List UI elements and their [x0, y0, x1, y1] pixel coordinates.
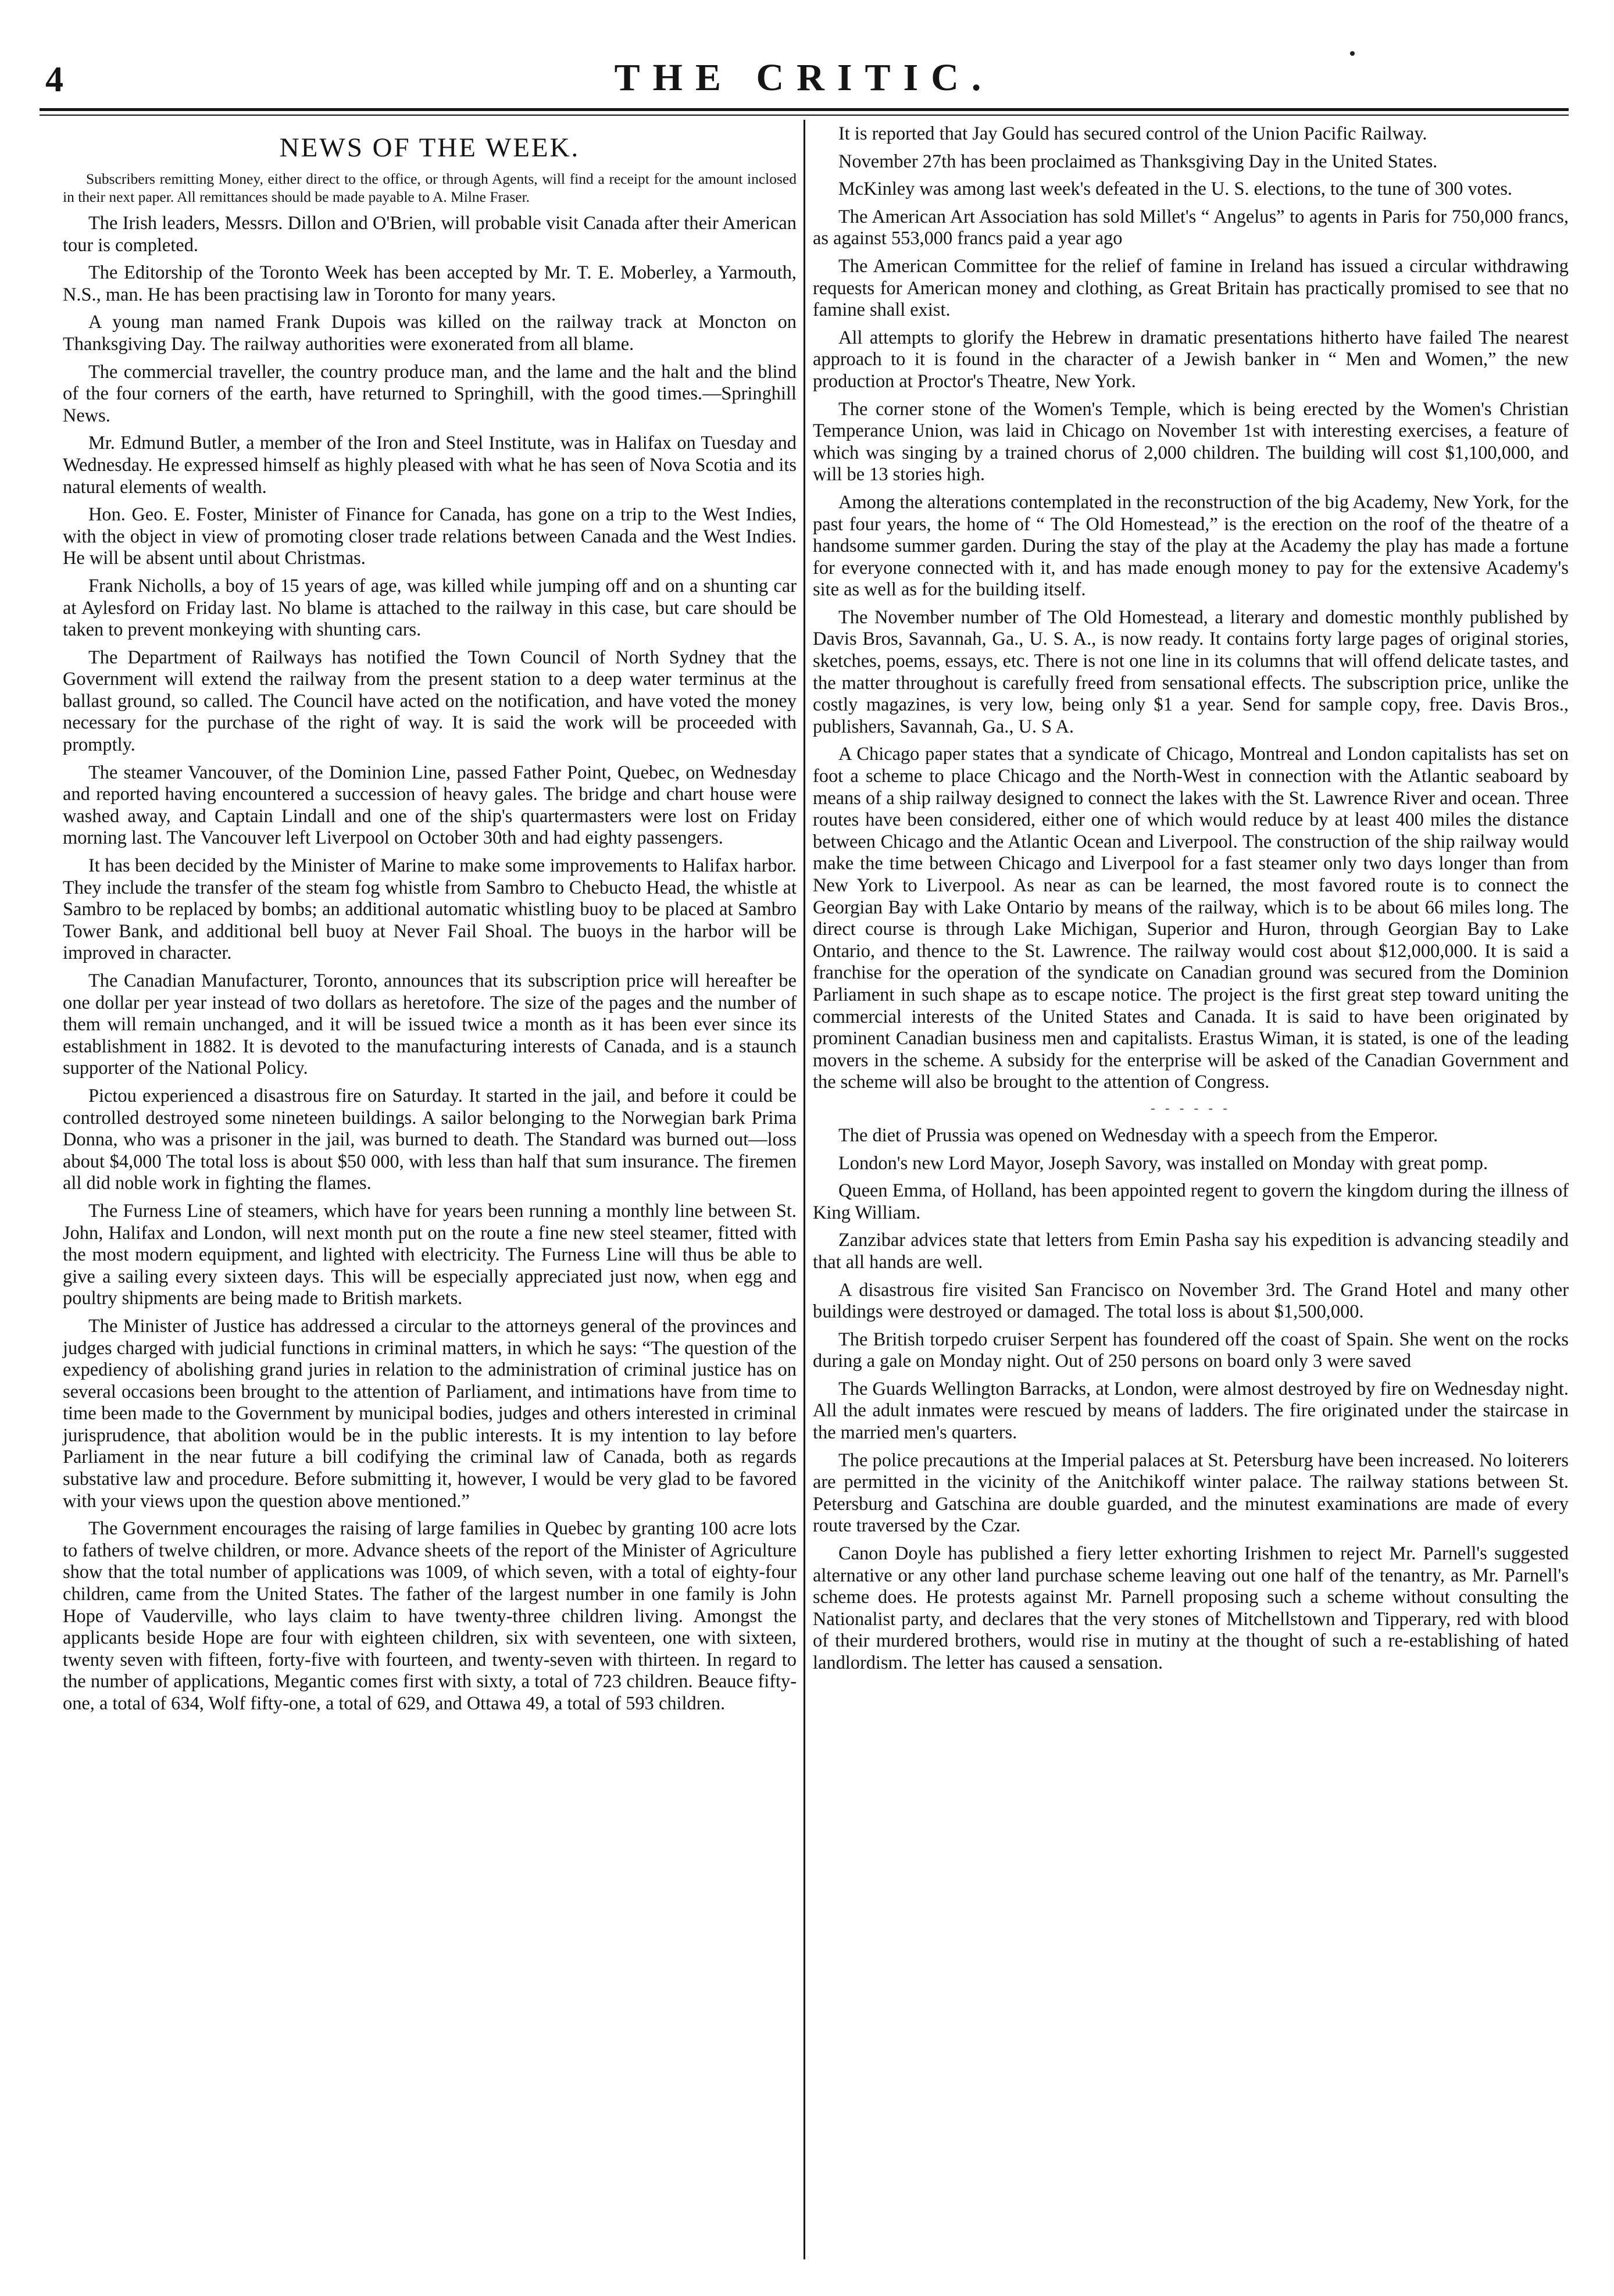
subscriber-notice: Subscribers remitting Money, either direct to the office, or through Agents, will find a receipt for the amount inclosed in their next paper. All remittances should be made payable to A. Milne Fraser. [63, 170, 797, 205]
news-item: Hon. Geo. E. Foster, Minister of Finance for Canada, has gone on a trip to the West Indies, with the object in view of promoting closer trade relations between Canada and the West Indies. He will be absent until about Christmas. [63, 504, 797, 569]
news-item: The Canadian Manufacturer, Toronto, announces that its subscription price will hereafter be one dollar per year instead of two dollars as heretofore. The size of the pages and the number of them will remain unchanged, and it will be issued twice a month as it has been ever since its establishment in 1882. It is devoted to the manufacturing interests of Canada, and is a staunch supporter of the National Policy. [63, 970, 797, 1079]
news-item: The commercial traveller, the country produce man, and the lame and the halt and the blind of the four corners of the earth, have returned to Springhill, with the good times.—Springhill News. [63, 361, 797, 426]
news-item: London's new Lord Mayor, Joseph Savory, was installed on Monday with great pomp. [838, 1152, 1488, 1174]
news-item: Queen Emma, of Holland, has been appointed regent to govern the kingdom during the illness of King William. [813, 1180, 1569, 1223]
news-item: The Government encourages the raising of large families in Quebec by granting 100 acre lots to fathers of twelve children, or more. Advance sheets of the report of the Minister of Agriculture show that the total number of applications was 1009, of which seven, with a total of eighty-four children, came from the United States. The father of the largest number in one family is John Hope of Vauderville, who lays claim to have twenty-three children living. Amongst the applicants beside Hope are four with eighteen children, six with seventeen, one with sixteen, twenty seven with fifteen, forty-five with fourteen, and twenty-seven with thirteen. In regard to the number of applications, Megantic comes first with sixty, a total of 723 children. Beauce fifty-one, a total of 634, Wolf fifty-one, a total of 629, and Ottawa 49, a total of 593 children. [63, 1518, 797, 1714]
news-item: All attempts to glorify the Hebrew in dramatic presentations hitherto have failed The nearest approach to it is found in the character of a Jewish banker in “ Men and Women,” the new production at Proctor's Theatre, New York. [813, 327, 1569, 392]
news-item: It has been decided by the Minister of Marine to make some improvements to Halifax harbor. They include the transfer of the steam fog whistle from Sambro to Chebucto Head, the whistle at Sambro to be replaced by bombs; an additional automatic whistling buoy to be placed at Sambro Tower Bank, and additional bell buoy at Never Fail Shoal. The buoys in the harbor will be improved in character. [63, 855, 797, 964]
news-item: The Irish leaders, Messrs. Dillon and O'Brien, will probable visit Canada after their American tour is completed. [63, 213, 797, 256]
news-item: It is reported that Jay Gould has secured control of the Union Pacific Railway. [838, 123, 1427, 144]
news-item: The Editorship of the Toronto Week has been accepted by Mr. T. E. Moberley, a Yarmouth, N.S., man. He has been practising law in Toronto for many years. [63, 262, 797, 305]
news-item: The Minister of Justice has addressed a circular to the attorneys general of the provinces and judges charged with judicial functions in criminal matters, in which he says: “The question of the expediency of abolishing grand juries in relation to the administration of criminal justice has on several occasions been brought to the attention of Parliament, and intimations have from time to time been made to the Government by municipal bodies, judges and others interested in criminal jurisprudence, that abolition would be in the public interests. It is my intention to lay before Parliament in the near future a bill codifying the criminal law of Canada, both as regards substative law and procedure. Before submitting it, however, I would be very glad to be favored with your views upon the question above mentioned.” [63, 1315, 797, 1512]
news-item: The police precautions at the Imperial palaces at St. Petersburg have been increased. No loiterers are permitted in the vicinity of the Anitchikoff winter palace. The railway stations between St. Petersburg and Gatschina are double guarded, and the minutest examinations are made of every route traversed by the Czar. [813, 1449, 1569, 1537]
news-item: A disastrous fire visited San Francisco on November 3rd. The Grand Hotel and many other buildings were destroyed or damaged. The total loss is about $1,500,000. [813, 1279, 1569, 1323]
news-item: The corner stone of the Women's Temple, which is being erected by the Women's Christian Temperance Union, was laid in Chicago on November 1st with interesting exercises, a feature of which was singing by a trained chorus of 2,000 children. The building will cost $1,100,000, and will be 13 stories high. [813, 398, 1569, 485]
page-number: 4 [45, 60, 63, 99]
news-item: A young man named Frank Dupois was killed on the railway track at Moncton on Thanksgiving Day. The railway authorities were exonerated from all blame. [63, 312, 797, 355]
news-item: The Guards Wellington Barracks, at London, were almost destroyed by fire on Wednesday night. All the adult inmates were rescued by means of ladders. The fire originated under the staircase in the married men's quarters. [813, 1378, 1569, 1444]
section-separator: - - - - - - [1151, 1100, 1231, 1115]
news-item: The American Committee for the relief of famine in Ireland has issued a circular withdrawing requests for American money and clothing, as Great Britain has practically promised to see that no famine shall exist. [813, 255, 1569, 321]
news-item: Frank Nicholls, a boy of 15 years of age, was killed while jumping off and on a shunting car at Aylesford on Friday last. No blame is attached to the railway in this case, but care should be taken to prevent monkeying with shunting cars. [63, 575, 797, 641]
header-rule-thick [40, 108, 1569, 111]
column-divider [804, 120, 805, 2259]
right-article-list-top [813, 123, 1569, 1094]
left-article-list [63, 213, 797, 1715]
news-item: McKinley was among last week's defeated in the U. S. elections, to the tune of 300 votes. [838, 178, 1513, 200]
news-item: A Chicago paper states that a syndicate of Chicago, Montreal and London capitalists has set on foot a scheme to place Chicago and the North-West in connection with the Atlantic seaboard by means of a ship railway designed to connect the lakes with the St. Lawrence River and ocean. Three routes have been considered, either one of which would reduce by at least 400 miles the distance between Chicago and the Atlantic Ocean and Liverpool. The construction of the ship railway would make the time between Chicago and Liverpool for a fast steamer only two days longer than from New York to Liverpool. As near as can be learned, the most favored route is to connect the Georgian Bay with Lake Ontario by means of the railway, which is to be about 66 miles long. The direct course is through Lake Michigan, Superior and Huron, through Georgian Bay to Lake Ontario, and thence to the St. Lawrence. The railway would cost about $12,000,000. It is said a franchise for the operation of the syndicate on Canadian ground was secured from the Dominion Parliament in such shape as to escape notice. The project is the first great step toward uniting the commercial interests of the United States and Canada. It is said to have been originated by prominent Canadian business men and capitalists. Erastus Wiman, it is stated, is one of the leading movers in the scheme. A subsidy for the enterprise will be asked of the Canadian Government and the scheme will also be brought to the attention of Congress. [813, 744, 1569, 1093]
news-item: Mr. Edmund Butler, a member of the Iron and Steel Institute, was in Halifax on Tuesday and Wednesday. He expressed himself as highly pleased with what he has seen of Nova Scotia and its natural elements of wealth. [63, 433, 797, 498]
news-item: November 27th has been proclaimed as Thanksgiving Day in the United States. [838, 151, 1438, 172]
ink-dot [1350, 51, 1355, 56]
masthead [40, 56, 1569, 108]
header-rule-thin [40, 115, 1569, 116]
news-item: The British torpedo cruiser Serpent has foundered off the coast of Spain. She went on the rocks during a gale on Monday night. Out of 250 persons on board only 3 were saved [813, 1329, 1569, 1372]
right-column [813, 123, 1569, 1680]
section-heading: NEWS OF THE WEEK. [279, 133, 580, 163]
news-item: The Furness Line of steamers, which have for years been running a monthly line between St. John, Halifax and London, will next month put on the route a fine new steel steamer, fitted with the most modern equipment, and lighted with electricity. The Furness Line will thus be able to give a sailing every sixteen days. This will be especially appreciated just now, when egg and poultry shipments are being made to British markets. [63, 1200, 797, 1309]
news-item: The November number of The Old Homestead, a literary and domestic monthly published by Davis Bros, Savannah, Ga., U. S. A., is now ready. It contains forty large pages of original stories, sketches, poems, essays, etc. There is not one line in its columns that will offend delicate tastes, and the matter throughout is carefully freed from sensational effects. The subscription price, unlike the costly magazines, is very low, being only $1 a year. Send for sample copy, free. Davis Bros., publishers, Savannah, Ga., U. S A. [813, 606, 1569, 737]
news-item: The diet of Prussia was opened on Wednesday with a speech from the Emperor. [838, 1124, 1438, 1146]
publication-title: THE CRITIC. [614, 56, 994, 99]
news-item: The steamer Vancouver, of the Dominion Line, passed Father Point, Quebec, on Wednesday and reported having encountered a succession of heavy gales. The bridge and chart house were washed away, and Captain Lindall and one of the ship's quartermasters were lost on Friday morning last. The Vancouver left Liverpool on October 30th and had eighty passengers. [63, 762, 797, 849]
news-item: Zanzibar advices state that letters from Emin Pasha say his expedition is advancing steadily and that all hands are well. [813, 1230, 1569, 1273]
news-item: Among the alterations contemplated in the reconstruction of the big Academy, New York, for the past four years, the home of “ The Old Homestead,” is the erection on the roof of the theatre of a handsome summer garden. During the stay of the play at the Academy the play has made a fortune for everyone connected with it, and has made enough money to pay for the extensive Academy's site as well as for the building itself. [813, 491, 1569, 601]
news-item: Canon Doyle has published a fiery letter exhorting Irishmen to reject Mr. Parnell's suggested alternative or any other land purchase scheme leaving out one half of the tenantry, as Mr. Parnell's scheme does. He protests against Mr. Parnell proposing such a scheme without consulting the Nationalist party, and declares that the very stones of Mitchellstown and Tipperary, red with blood of their murdered brothers, would rise in mutiny at the thought of such a re-establishing of hated landlordism. The letter has caused a sensation. [813, 1543, 1569, 1673]
news-item: The American Art Association has sold Millet's “ Angelus” to agents in Paris for 750,000 francs, as against 553,000 francs paid a year ago [813, 206, 1569, 249]
news-item: The Department of Railways has notified the Town Council of North Sydney that the Government will extend the railway from the present station to a deep water terminus at the ballast ground, so called. The Council have acted on the notification, and have voted the money necessary for the purchase of the right of way. It is said the work will be proceeded with promptly. [63, 647, 797, 756]
news-item: Pictou experienced a disastrous fire on Saturday. It started in the jail, and before it could be controlled destroyed some nineteen buildings. A sailor belonging to the Norwegian bark Prima Donna, who was a prisoner in the jail, was burned to death. The Standard was burned out—loss about $4,000 The total loss is about $50 000, with less than half that sum insurance. The firemen all did noble work in fighting the flames. [63, 1085, 797, 1194]
left-column [63, 123, 797, 1721]
right-article-list-bottom [813, 1125, 1569, 1674]
